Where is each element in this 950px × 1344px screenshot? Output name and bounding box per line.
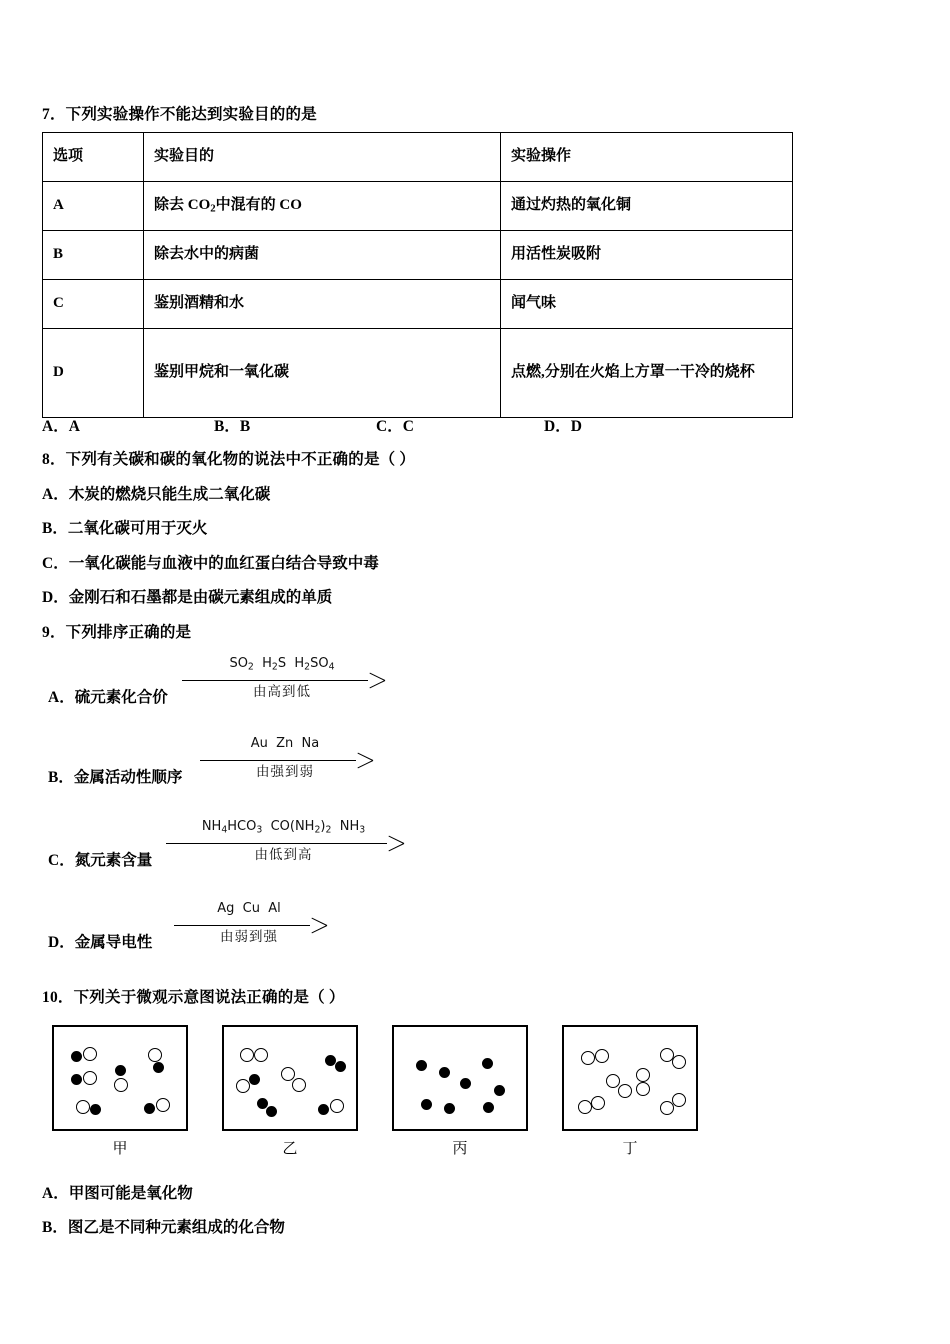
atom-white (591, 1096, 605, 1110)
row-purpose: 除去水中的病菌 (144, 231, 501, 280)
question-8-choice-b[interactable]: B．二氧化碳可用于灭火 (42, 520, 208, 537)
molecule-diagram-jia (52, 1025, 188, 1131)
atom-black (115, 1065, 126, 1076)
atom-black (483, 1102, 494, 1113)
arrow-above-text: $NH_4HCO_3$ $CO(NH_2)_2$ $NH_3$ (201, 819, 366, 836)
ordering-arrow-icon (166, 818, 401, 876)
atom-black (153, 1062, 164, 1073)
row-option: A (43, 182, 144, 231)
atom-white (76, 1100, 90, 1114)
choice-d[interactable]: D．D (544, 418, 582, 435)
diagram-caption-bing: 丙 (452, 1141, 468, 1157)
atom-black (90, 1104, 101, 1115)
atom-white (292, 1078, 306, 1092)
atom-white (672, 1093, 686, 1107)
atom-black (266, 1106, 277, 1117)
ordering-arrow-icon (182, 655, 382, 713)
atom-black (460, 1078, 471, 1089)
atom-black (249, 1074, 260, 1085)
atom-black (416, 1060, 427, 1071)
atom-white (114, 1078, 128, 1092)
arrow-below-text: 由弱到强 (220, 929, 278, 945)
choice-a[interactable]: A．A (42, 418, 80, 435)
table-row (43, 329, 793, 418)
arrow-above-text: Ag Cu Al (217, 901, 281, 916)
molecule-diagram-ding (562, 1025, 698, 1131)
row-operation: 用活性炭吸附 (501, 231, 793, 280)
choice-b[interactable]: B．B (214, 418, 251, 435)
choice-a-label: A．硫元素化合价 (48, 689, 168, 706)
atom-white (148, 1048, 162, 1062)
atom-white (156, 1098, 170, 1112)
experiment-table (42, 132, 793, 418)
table-row (43, 280, 793, 329)
row-operation: 通过灼热的氧化铜 (501, 182, 793, 231)
row-operation: 点燃,分别在火焰上方罩一干冷的烧杯 (501, 329, 793, 418)
ordering-arrow-icon (174, 900, 324, 958)
atom-white (606, 1074, 620, 1088)
arrow-below-text: 由强到弱 (256, 764, 314, 780)
atom-white (281, 1067, 295, 1081)
atom-white (330, 1099, 344, 1113)
question-8-choice-d[interactable]: D．金刚石和石墨都是由碳元素组成的单质 (42, 589, 333, 606)
atom-black (439, 1067, 450, 1078)
atom-black (144, 1103, 155, 1114)
row-purpose: 鉴别甲烷和一氧化碳 (144, 329, 501, 418)
atom-black (71, 1051, 82, 1062)
question-8-choice-a[interactable]: A．木炭的燃烧只能生成二氧化碳 (42, 486, 271, 503)
row-purpose: 除去 $CO_2$中混有的 CO (144, 182, 501, 231)
molecule-diagram-yi (222, 1025, 358, 1131)
atom-white (236, 1079, 250, 1093)
table-row (43, 182, 793, 231)
atom-white (636, 1068, 650, 1082)
molecule-diagram-bing (392, 1025, 528, 1131)
question-10-stem: 10．下列关于微观示意图说法正确的是（ ） (42, 989, 345, 1006)
ordering-arrow-icon (200, 735, 370, 793)
atom-white (578, 1100, 592, 1114)
row-option: B (43, 231, 144, 280)
atom-black (444, 1103, 455, 1114)
question-10-choice-a[interactable]: A．甲图可能是氧化物 (42, 1185, 193, 1202)
choice-b-label: B．金属活动性顺序 (48, 769, 183, 786)
atom-white (636, 1082, 650, 1096)
atom-black (421, 1099, 432, 1110)
question-8-choice-c[interactable]: C．一氧化碳能与血液中的血红蛋白结合导致中毒 (42, 555, 379, 572)
atom-black (71, 1074, 82, 1085)
choice-d-label: D．金属导电性 (48, 934, 153, 951)
diagram-caption-jia: 甲 (112, 1141, 128, 1157)
question-10-choice-b[interactable]: B．图乙是不同种元素组成的化合物 (42, 1219, 285, 1236)
atom-black (494, 1085, 505, 1096)
table-header-row (43, 133, 793, 182)
row-operation: 闻气味 (501, 280, 793, 329)
atom-white (254, 1048, 268, 1062)
arrow-below-text: 由低到高 (254, 847, 313, 863)
atom-white (672, 1055, 686, 1069)
atom-black (482, 1058, 493, 1069)
arrow-above-text: $SO_2$ $H_2S$ $H_2SO_4$ (229, 656, 335, 673)
question-7-stem: 7．下列实验操作不能达到实验目的的是 (42, 106, 317, 123)
atom-white (595, 1049, 609, 1063)
atom-black (318, 1104, 329, 1115)
table-row (43, 231, 793, 280)
row-purpose: 鉴别酒精和水 (144, 280, 501, 329)
atom-white (83, 1047, 97, 1061)
table-header-operation: 实验操作 (501, 133, 793, 182)
question-9-stem: 9．下列排序正确的是 (42, 624, 192, 641)
choice-c-label: C．氮元素含量 (48, 852, 153, 869)
arrow-below-text: 由高到低 (253, 684, 311, 700)
choice-c[interactable]: C．C (376, 418, 414, 435)
question-8-stem: 8．下列有关碳和碳的氧化物的说法中不正确的是（ ） (42, 451, 416, 468)
row-option: C (43, 280, 144, 329)
atom-white (240, 1048, 254, 1062)
atom-white (581, 1051, 595, 1065)
row-option: D (43, 329, 144, 418)
atom-white (83, 1071, 97, 1085)
atom-white (618, 1084, 632, 1098)
table-header-option: 选项 (43, 133, 144, 182)
arrow-above-text: Au Zn Na (250, 736, 320, 751)
atom-black (335, 1061, 346, 1072)
diagram-caption-ding: 丁 (622, 1141, 638, 1157)
diagram-caption-yi: 乙 (282, 1141, 298, 1157)
table-header-purpose: 实验目的 (144, 133, 501, 182)
